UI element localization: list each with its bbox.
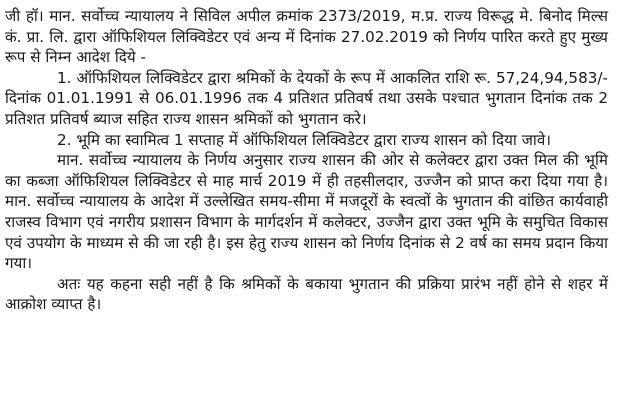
paragraph-order-1: 1. ऑफिशियल लिक्विडेटर द्वारा श्रमिकों के देयकों के रूप में आकलित राशि रू. 57,24,94,583/- दिनांक 01.01.1991 से 06.01.1996 तक 4 प्रतिशत प्रतिवर्ष तथा उसके पश्चात भुगतान दिनांक तक 2 प्रतिशत प्रतिवर्ष ब्याज सहित राज्य शासन श्रमिकों को भुगतान करे। (5, 68, 608, 128)
paragraph-order-2: 2. भूमि का स्वामित्व 1 सप्ताह में ऑफिशियल लिक्विडेटर द्वारा राज्य शासन को दिया जावे। (57, 130, 552, 149)
paragraph-conclusion: अतः यह कहना सही नहीं है कि श्रमिकों के बकाया भुगतान की प्रक्रिया प्रारंभ नहीं होने से शहर में आक्रोश व्याप्त है। (5, 274, 608, 314)
paragraph-compliance: मान. सर्वोच्च न्यायालय के निर्णय अनुसार राज्य शासन की ओर से कलेक्टर द्वारा उक्त मिल की भूमि का कब्जा ऑफिशियल लिक्विडेटर से माह मार्च 2019 में ही तहसीलदार, उज्जैन को प्राप्त करा दिया गया है। मान. सर्वोच्च न्यायालय के आदेश में उल्लेखित समय-सीमा में मजदूरों के स्वत्वों के भुगतान की वांछित कार्यवाही राजस्व विभाग एवं नगरीय प्रशासन विभाग के मार्गदर्शन में कलेक्टर, उज्जैन द्वारा उक्त भूमि के समुचित विकास एवं उपयोग के माध्यम से की जा रही है। इस हेतु राज्य शासन को निर्णय दिनांक से 2 वर्ष का समय प्रदान किया गया। (5, 151, 608, 273)
paragraph-intro: जी हॉ। मान. सर्वोच्च न्यायालय ने सिविल अपील क्रमांक 2373/2019, म.प्र. राज्य विरूद्ध मे. बिनोद मिल्स कं. प्रा. लि. द्वारा ऑफिशियल लिक्विडेटर एवं अन्य में दिनांक 27.02.2019 को निर्णय पारित करते हुए मुख्य रूप से निम्न आदेश दिये - (5, 7, 608, 67)
